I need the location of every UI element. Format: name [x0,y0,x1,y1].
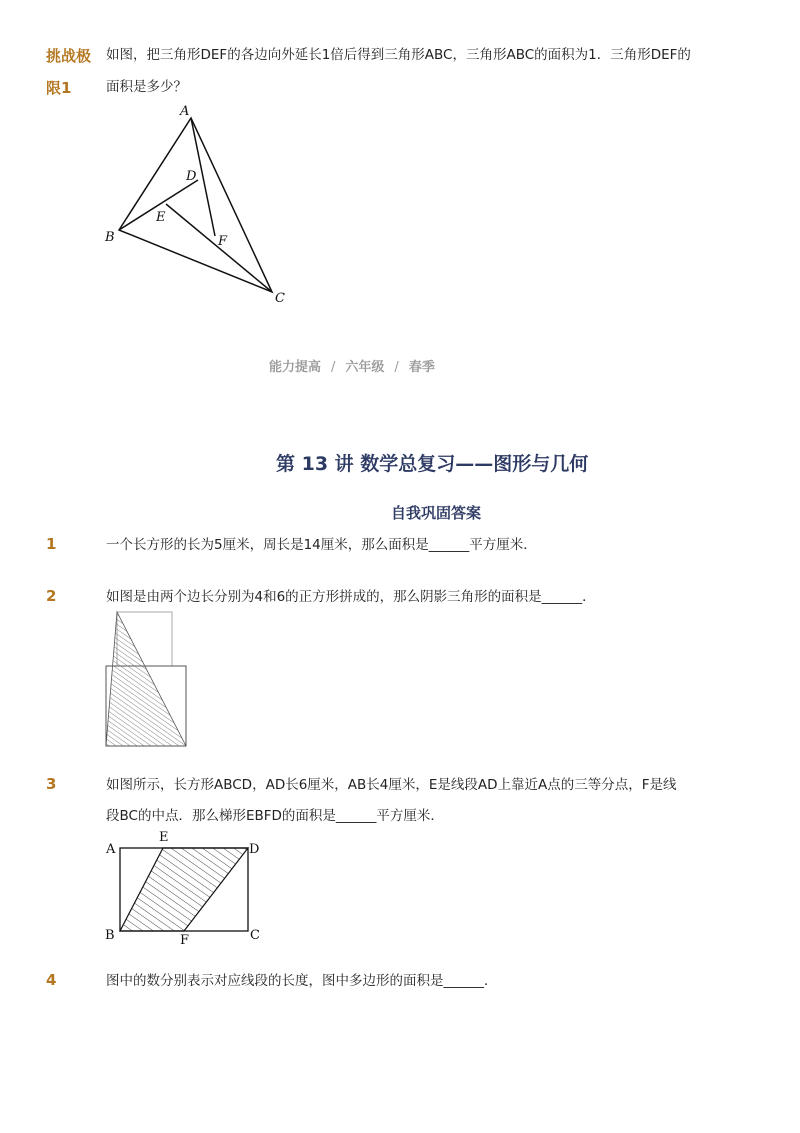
challenge-label-line2: 限1 [46,79,72,97]
footer-part3: 春季 [408,360,435,375]
footer-part1: 能力提高 [269,360,322,375]
rectangle-figure [100,828,270,950]
label-f: F [218,234,228,249]
label-a: A [180,104,190,119]
question-1-number: 1 [46,535,57,553]
triangle-figure [95,100,305,310]
triangle-abc [119,118,272,292]
question-3-text-line1: 如图所示，长方形ABCD，AD长6厘米，AB长4厘米，E是线段AD上靠近A点的三等分点，F是线 [106,777,677,793]
question-3-number: 3 [46,775,57,793]
question-2-number: 2 [46,587,57,605]
question-2-text: 如图是由两个边长分别为4和6的正方形拼成的，那么阴影三角形的面积是______． [106,589,596,605]
footer-part2: 六年级 [345,360,385,375]
challenge-label-line1: 挑战极 [46,47,92,65]
page-footer [269,356,435,375]
footer-sep-1: / [331,360,336,375]
lecture-subtitle: 自我巩固答案 [391,504,482,522]
shaded-trapezoid [120,848,248,931]
label-e: E [156,210,166,225]
label-c: C [250,928,260,943]
label-b: B [105,928,115,943]
lecture-title: 第 13 讲 数学总复习——图形与几何 [276,453,589,475]
question-1-text: 一个长方形的长为5厘米，周长是14厘米，那么面积是______平方厘米． [106,537,537,553]
triangle-lines [119,118,272,292]
shaded-triangle [106,612,186,746]
label-f: F [180,933,190,948]
label-c: C [275,291,285,306]
question-4-text: 图中的数分别表示对应线段的长度，图中多边形的面积是______． [106,973,498,989]
label-b: B [105,230,115,245]
label-a: A [106,842,116,857]
footer-sep-2: / [394,360,399,375]
squares-figure [103,610,191,750]
label-e: E [159,830,169,845]
challenge-text-line2: 面积是多少？ [106,79,187,95]
question-4-number: 4 [46,971,57,989]
label-d: D [186,169,197,184]
question-3-text-line2: 段BC的中点．那么梯形EBFD的面积是______平方厘米． [106,808,444,824]
label-d: D [249,842,260,857]
challenge-text-line1: 如图，把三角形DEF的各边向外延长1倍后得到三角形ABC，三角形ABC的面积为1．三角形DEF的 [106,47,691,63]
